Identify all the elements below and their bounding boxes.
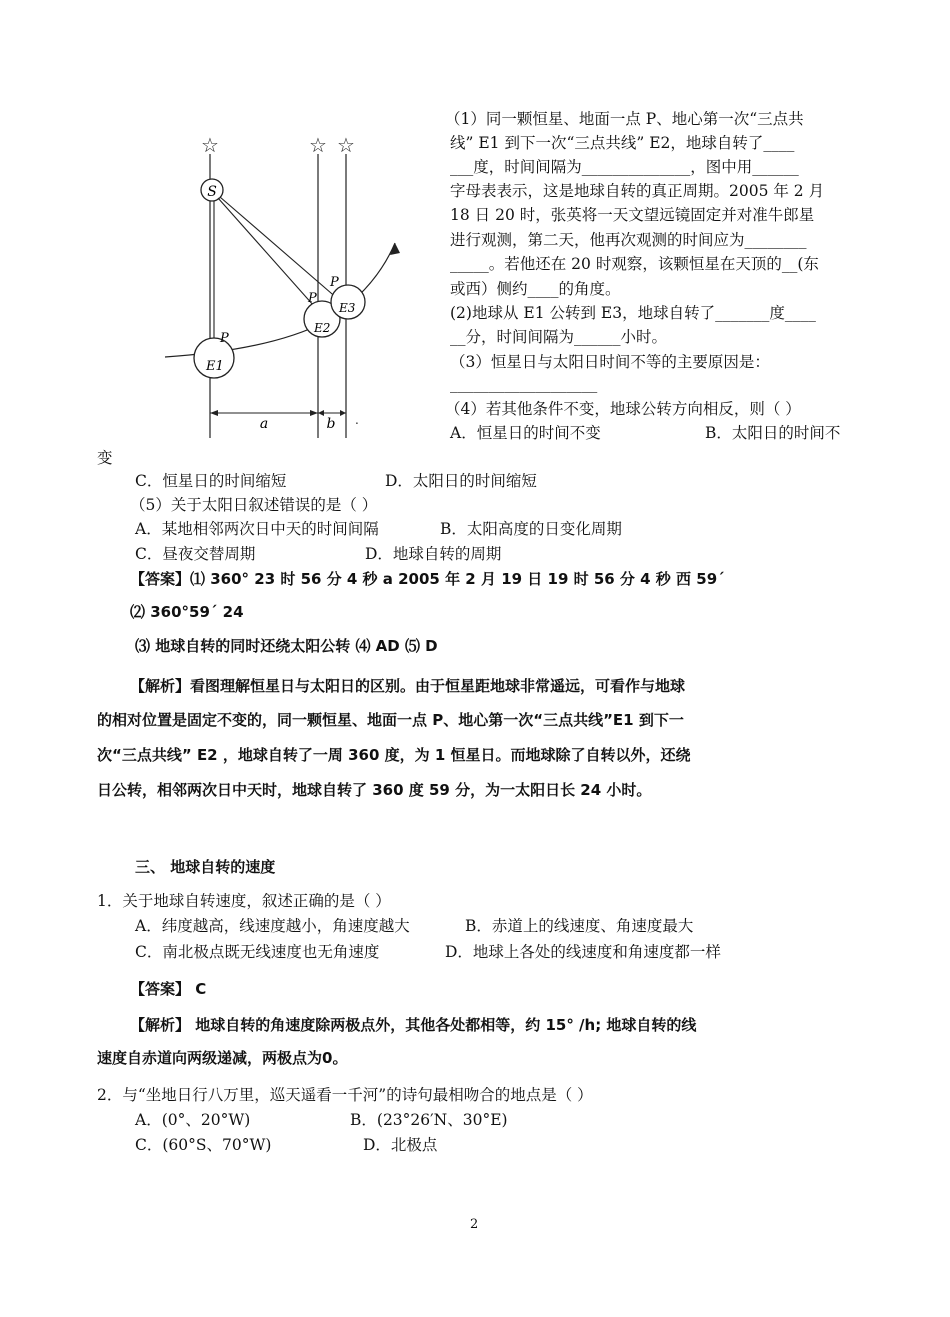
q1-line-10: __分，时间间隔为______小时。 xyxy=(450,328,668,346)
q1-line-13: （4）若其他条件不变，地球公转方向相反，则（ ） xyxy=(445,400,801,418)
q5-option-b: B．太阳高度的日变化周期 xyxy=(440,520,622,538)
earth-position-E1: E1 xyxy=(206,359,224,374)
answer1-line-1: 【答案】⑴ 360° 23 时 56 分 4 秒 a 2005 年 2 月 19 日 19 时 56 分 4 秒 西 59´ xyxy=(130,570,725,588)
q4-option-b-cont: 变 xyxy=(97,449,113,467)
qa1-analysis-line-1: 【解析】 地球自转的角速度除两极点外，其他各处都相等，约 15° /h; 地球自转的线 xyxy=(130,1016,697,1034)
q4-option-c: C．恒星日的时间缩短 xyxy=(135,472,287,490)
section-3-title: 三、 地球自转的速度 xyxy=(135,858,276,876)
qa2-stem: 2．与“坐地日行八万里，巡天遥看一千河”的诗句最相吻合的地点是（ ） xyxy=(97,1086,593,1104)
interval-b-label: b xyxy=(326,416,336,432)
qa2-option-b: B．(23°26′N、30°E) xyxy=(350,1111,508,1129)
point-P-label: P xyxy=(330,275,339,290)
q1-line-6: 进行观测，第二天，他再次观测的时间应为________ xyxy=(450,231,807,249)
q1-line-12: ___________________ xyxy=(450,375,598,393)
analysis1-line-3: 次“三点共线” E2 ，地球自转了一周 360 度，为 1 恒星日。而地球除了自转以外，还绕 xyxy=(97,746,691,764)
qa1-analysis-line-2: 速度自赤道向两级递减，两极点为0。 xyxy=(97,1049,348,1067)
q5-option-d: D．地球自转的周期 xyxy=(365,545,502,563)
answer1-line-2: ⑵ 360°59´ 24 xyxy=(130,603,244,621)
qa2-option-c: C．(60°S、70°W) xyxy=(135,1136,272,1154)
point-P-label: P xyxy=(308,291,317,306)
q1-line-9: (2)地球从 E1 公转到 E3，地球自转了_______度____ xyxy=(450,304,816,322)
answer1-line-3: ⑶ 地球自转的同时还绕太阳公转 ⑷ AD ⑸ D xyxy=(135,637,438,655)
q4-option-d: D．太阳日的时间缩短 xyxy=(385,472,537,490)
qa1-option-c: C．南北极点既无线速度也无角速度 xyxy=(135,943,380,961)
q1-line-5: 18 日 20 时，张英将一天文望远镜固定并对准牛郎星 xyxy=(450,206,815,224)
point-P-label: P xyxy=(220,331,229,346)
earth-position-E2: E2 xyxy=(314,321,331,335)
interval-a-label: a xyxy=(259,416,269,432)
qa1-option-b: B．赤道上的线速度、角速度最大 xyxy=(465,917,694,935)
q1-line-4: 字母表表示，这是地球自转的真正周期。2005 年 2 月 xyxy=(450,182,825,200)
q1-line-2: 线” E1 到下一次“三点共线” E2，地球自转了____ xyxy=(450,134,795,152)
q1-line-7: _____。若他还在 20 时观察，该颗恒星在天顶的__(东 xyxy=(450,255,819,273)
q5-option-a: A．某地相邻两次日中天的时间间隔 xyxy=(135,520,379,538)
q1-line-8: 或西）侧约____的角度。 xyxy=(450,280,621,298)
q5-option-c: C．昼夜交替周期 xyxy=(135,545,256,563)
q1-line-1: （1）同一颗恒星、地面一点 P、地心第一次“三点共 xyxy=(445,110,804,128)
q1-line-11: （3）恒星日与太阳日时间不等的主要原因是： xyxy=(450,353,770,371)
q5-stem: （5）关于太阳日叙述错误的是（ ） xyxy=(130,496,378,514)
star-icon: ☆ xyxy=(309,133,327,157)
sidereal-solar-day-diagram xyxy=(150,110,420,450)
qa2-option-a: A．(0°、20°W) xyxy=(135,1111,251,1129)
qa1-answer: 【答案】 C xyxy=(130,980,207,998)
svg-text:.: . xyxy=(355,413,359,427)
analysis1-line-1: 【解析】看图理解恒星日与太阳日的区别。由于恒星距地球非常遥远，可看作与地球 xyxy=(130,677,686,695)
q4-option-b: B．太阳日的时间不 xyxy=(705,424,841,442)
sun-label-S: S xyxy=(207,184,217,200)
qa2-option-d: D．北极点 xyxy=(363,1136,438,1154)
analysis1-line-4: 日公转，相邻两次日中天时，地球自转了 360 度 59 分，为一太阳日长 24 小时。 xyxy=(97,781,652,799)
star-icon: ☆ xyxy=(337,133,355,157)
analysis1-line-2: 的相对位置是固定不变的，同一颗恒星、地面一点 P、地心第一次“三点共线”E1 到下一 xyxy=(97,711,684,729)
qa1-option-a: A．纬度越高，线速度越小，角速度越大 xyxy=(135,917,410,935)
qa1-stem: 1．关于地球自转速度，叙述正确的是（ ） xyxy=(97,892,391,910)
star-icon: ☆ xyxy=(201,133,219,157)
q4-option-a: A．恒星日的时间不变 xyxy=(450,424,601,442)
page-number: 2 xyxy=(470,1217,479,1232)
q1-line-3: ___度，时间间隔为______________，图中用______ xyxy=(450,158,799,176)
earth-position-E3: E3 xyxy=(339,301,356,315)
qa1-option-d: D．地球上各处的线速度和角速度都一样 xyxy=(445,943,721,961)
